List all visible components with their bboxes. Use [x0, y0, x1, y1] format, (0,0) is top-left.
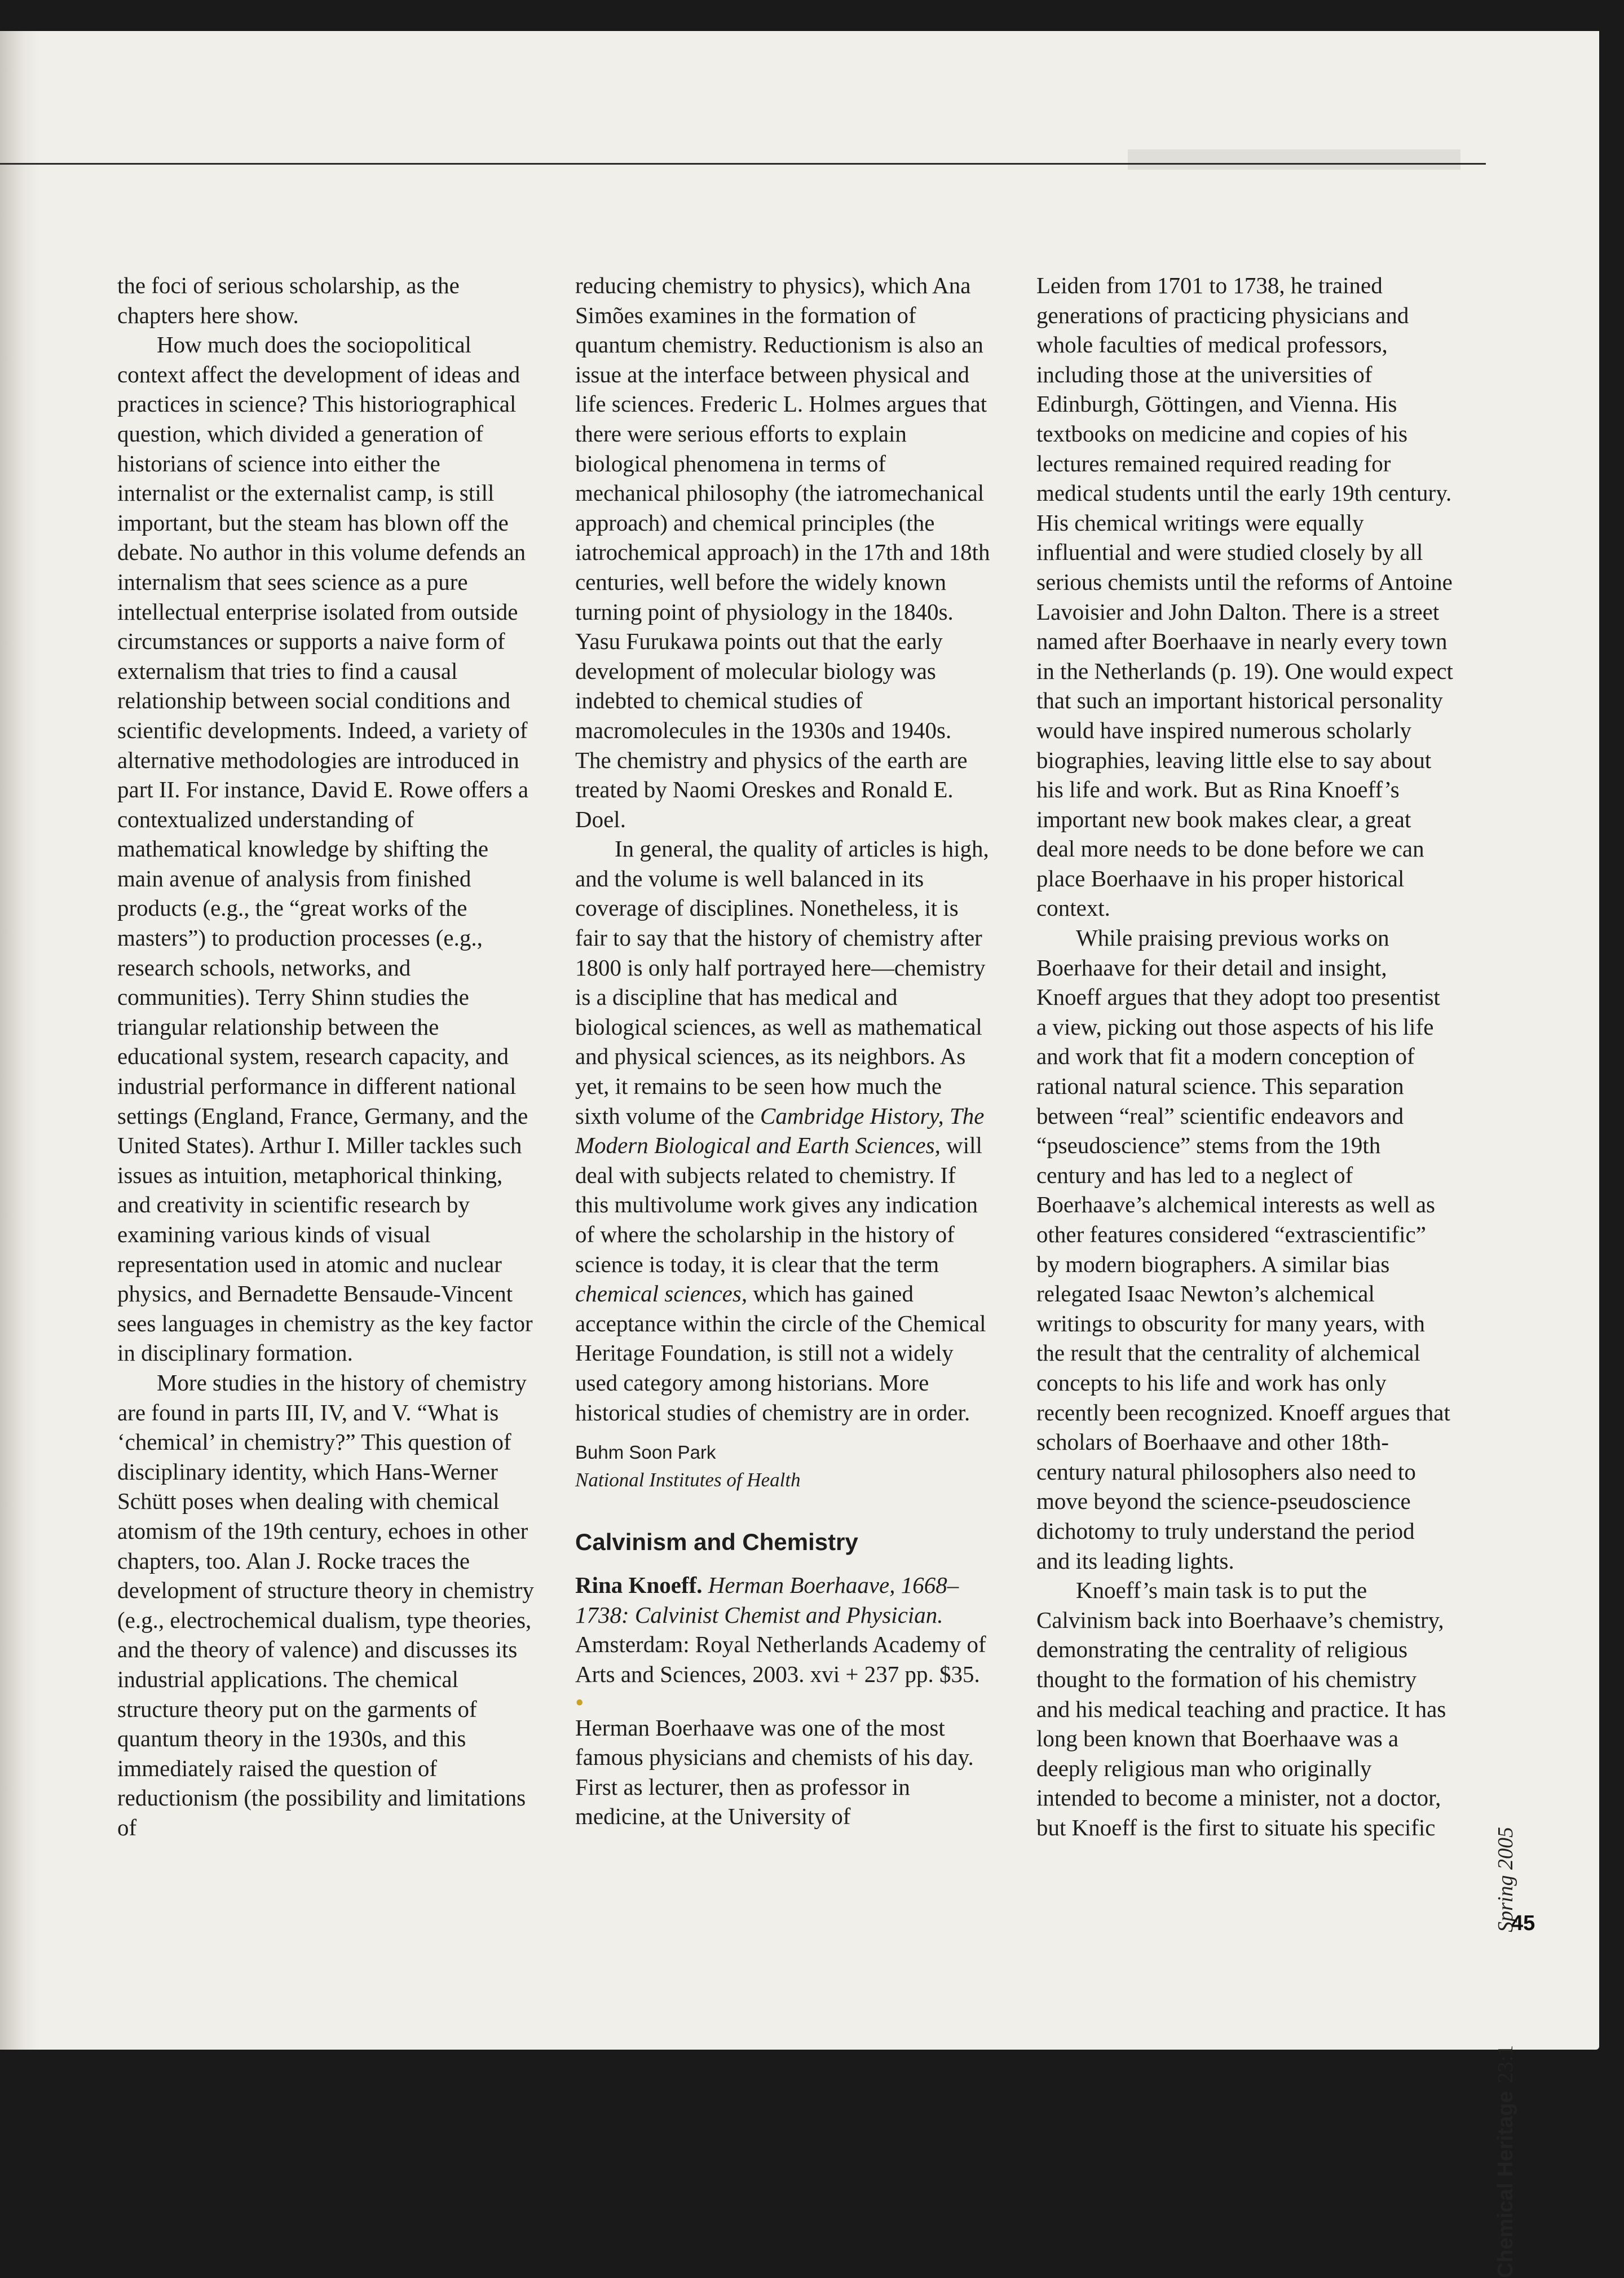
text-run: which has gained acceptance within the circle of the Chemical Heritage Foundation, is still not a widely used category among historians. More historical studies of chemistry are in order. — [575, 1281, 986, 1425]
paragraph: While praising previous works on Boerhaave for their detail and insight, Knoeff argues that they adopt too presentist a view, picking out those aspects of his life and work that fit a modern conception of rational natural science. This separation between “real” scientific endeavors and “pseudoscience” stems from the 19th century and has led to a neglect of Boerhaave’s alchemical interests as well as other features considered “extrascientific” by modern biographers. A similar bias relegated Isaac Newton’s alchemical writings to obscurity for many years, with the result that the centrality of alchemical concepts to his life and work has only recently been recognized. Knoeff argues that scholars of Boerhaave and other 18th-century natural philosophers also need to move beyond the science-pseudoscience dichotomy to truly understand the period and its leading lights. — [1036, 925, 1450, 1574]
paragraph: reducing chemistry to physics), which Ana Simões examines in the formation of quantum chemistry. Reductionism is also an issue at the interface between physical and life sciences. Frederic L. Holmes argues that there were serious efforts to explain biological phenomena in terms of mechanical philosophy (the iatromechanical approach) and chemical principles (the iatrochemical approach) in the 17th and 18th centuries, well before the widely known turning point of physiology in the 1840s. Yasu Furukawa points out that the early development of molecular biology was indebted to chemical studies of macromolecules in the 1930s and 1940s. The chemistry and physics of the earth are treated by Naomi Oreskes and Ronald E. Doel. — [575, 272, 990, 832]
show-through-bar — [1128, 149, 1460, 170]
reviewer-byline — [575, 1438, 992, 1494]
paragraph: Leiden from 1701 to 1738, he trained generations of practicing physicians and whole faculties of medical professors, including those at the universities of Edinburgh, Göttingen, and Vienna. His textbooks on medicine and copies of his lectures remained required reading for medical students until the early 19th century. His chemical writings were equally influential and were studied closely by all serious chemists until the reforms of Antoine Lavoisier and John Dalton. There is a street named after Boerhaave in nearly every town in the Netherlands (p. 19). One would expect that such an important historical personality would have inspired numerous scholarly biographies, leaving little else to say about his life and work. But as Rina Knoeff’s important new book makes clear, a great deal more needs to be done before we can place Boerhaave in his proper historical context. — [1036, 272, 1453, 921]
emphasized-term: chemical sciences, — [575, 1281, 748, 1307]
book-title: Herman Boerhaave, 1668–1738: Calvinist Chemist and Physician. — [575, 1572, 959, 1628]
page-number: 45 — [1511, 1911, 1535, 1935]
book-author: Rina Knoeff. — [575, 1572, 703, 1599]
bullet-icon: • — [575, 1688, 584, 1716]
paragraph: How much does the sociopolitical context affect the development of ideas and practices in science? This historiographical question, which divided a generation of historians of science into either the internalist or the externalist camp, is still important, but the steam has blown off the debate. No author in this volume defends an internalism that sees science as a pure intellectual enterprise isolated from outside circumstances or supports a naive form of externalism that tries to find a causal relationship between social conditions and scientific developments. Indeed, a variety of alternative methodologies are introduced in part II. For instance, David E. Rowe offers a contextualized understanding of mathematical knowledge by shifting the main avenue of analysis from finished products (e.g., the “great works of the masters”) to production processes (e.g., research schools, networks, and communities). Terry Shinn studies the triangular relationship between the educational system, research capacity, and industrial performance in different national settings (England, France, Germany, and the United States). Arthur I. Miller tackles such issues as intuition, metaphorical thinking, and creativity in scientific research by examining various kinds of visual representation used in atomic and nuclear physics, and Bernadette Bensaude-Vincent sees languages in chemistry as the key factor in disciplinary formation. — [117, 332, 533, 1366]
paragraph: More studies in the history of chemistry are found in parts III, IV, and V. “What is ‘chemical’ in chemistry?” This question of disciplinary identity, which Hans-Werner Schütt poses when dealing with chemical atomism of the 19th century, echoes in other chapters, too. Alan J. Rocke traces the development of structure theory in chemistry (e.g., electrochemical dualism, type theories, and the theory of valence) and discusses its industrial applications. The chemical structure theory put on the garments of quantum theory in the 1930s, and this immediately raised the question of reductionism (the possibility and limitations of — [117, 1369, 534, 1840]
paragraph: Herman Boerhaave was one of the most famous physicians and chemists of his day. First as lecturer, then as professor in medicine, at the University of — [575, 1714, 974, 1830]
text-run: will deal with subjects related to chemistry. If this multivolume work gives any indication of where the scholarship in the history of science is today, it is clear that the term — [575, 1132, 982, 1277]
reviewer-affiliation: National Institutes of Health — [575, 1469, 801, 1491]
journal-name: Chemical Heritage — [1494, 2091, 1517, 2278]
text-column-3 — [1036, 271, 1454, 1842]
paragraph: the foci of serious scholarship, as the chapters here show. — [117, 272, 460, 328]
journal-season: Spring 2005 — [1494, 1827, 1517, 1932]
journal-sidebar — [1489, 1477, 1534, 2278]
book-details: Amsterdam: Royal Netherlands Academy of Arts and Sciences, 2003. xvi + 237 pp. $35. — [575, 1631, 986, 1687]
paragraph — [575, 834, 992, 1427]
text-run: In general, the quality of articles is high, and the volume is well balanced in its coverage of disciplines. Nonetheless, it is fair to say that the history of chemistry after 1800 is only half portrayed here—chemistry is a discipline that has medical and biological sciences, as well as mathematical and physical sciences, as its neighbors. As yet, it remains to be seen how much the sixth volume of the — [575, 836, 989, 1129]
book-series-title: Cambridge History, The Modern Biological and Earth Sciences, — [575, 1102, 985, 1159]
review-heading: Calvinism and Chemistry — [575, 1529, 858, 1556]
journal-running-footer — [1489, 1827, 1522, 2278]
header-rule — [0, 163, 1486, 165]
journal-issue: 23:1 — [1494, 2045, 1517, 2083]
binding-gutter-shadow — [0, 31, 39, 2050]
paragraph: Knoeff’s main task is to put the Calvinism back into Boerhaave’s chemistry, demonstrating the centrality of religious thought to the formation of his chemistry and his medical teaching and practice. It has long been known that Boerhaave was a deeply religious man who originally intended to become a minister, not a doctor, but Knoeff is the first to situate his specific — [1036, 1577, 1446, 1840]
text-column-1 — [117, 271, 535, 1842]
book-citation — [575, 1570, 992, 1689]
text-column-2 — [575, 271, 992, 1831]
reviewer-name: Buhm Soon Park — [575, 1442, 716, 1463]
